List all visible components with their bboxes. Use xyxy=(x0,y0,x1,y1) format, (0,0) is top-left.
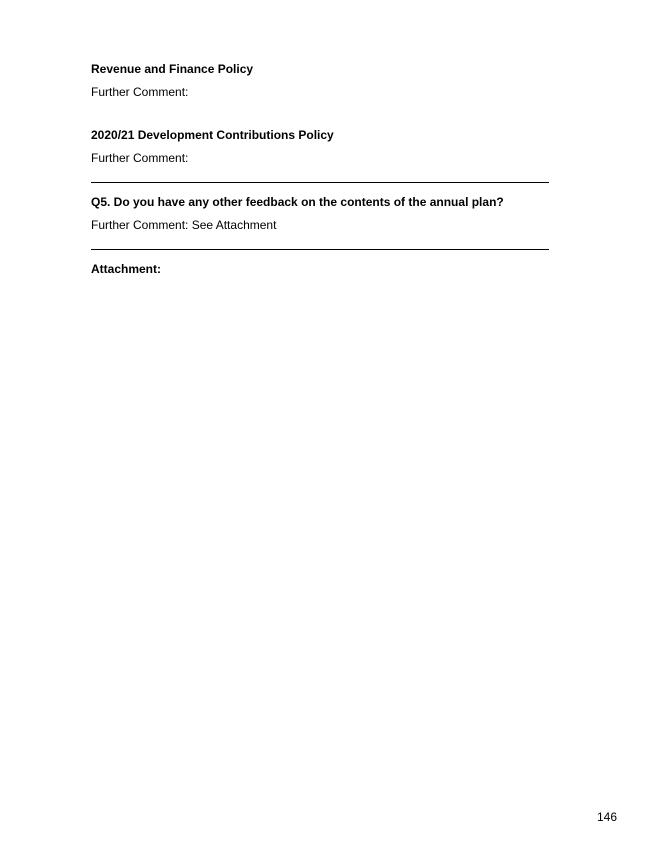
section-heading: Revenue and Finance Policy xyxy=(91,62,254,76)
attachment-label: Attachment: xyxy=(91,262,162,276)
attachment-section xyxy=(91,262,551,276)
question-heading: Q5. Do you have any other feedback on the contents of the annual plan? xyxy=(91,195,504,209)
further-comment: Further Comment: See Attachment xyxy=(91,218,277,232)
section-heading: 2020/21 Development Contributions Policy xyxy=(91,128,334,142)
section-revenue-finance-policy xyxy=(91,62,551,99)
further-comment: Further Comment: xyxy=(91,151,189,165)
page-number: 146 xyxy=(596,810,617,824)
section-development-contributions-policy xyxy=(91,128,551,165)
horizontal-divider xyxy=(91,182,549,183)
horizontal-divider xyxy=(91,249,549,250)
further-comment: Further Comment: xyxy=(91,85,189,99)
section-q5-feedback xyxy=(91,195,571,232)
